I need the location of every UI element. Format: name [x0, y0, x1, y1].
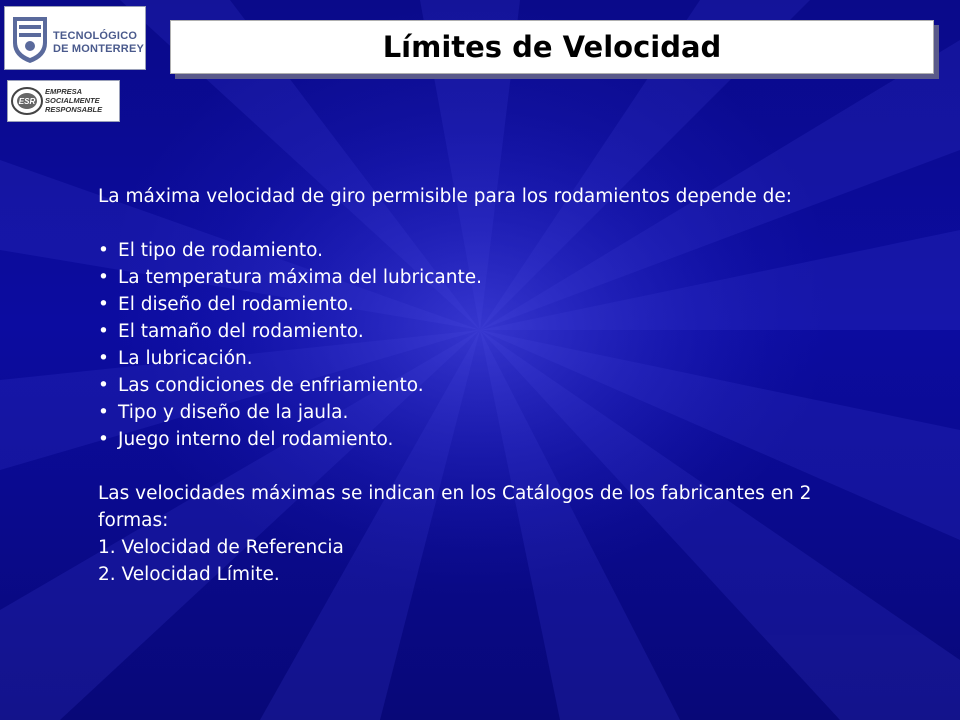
forms-list — [98, 534, 878, 588]
list-item: 1. Velocidad de Referencia — [98, 537, 344, 558]
factors-list — [98, 237, 878, 453]
title-box — [170, 20, 934, 74]
list-item: • La lubricación. — [98, 345, 878, 372]
list-item: • El tamaño del rodamiento. — [98, 318, 878, 345]
logo-text-line-2: DE MONTERREY — [53, 43, 145, 55]
list-item: • La temperatura máxima del lubricante. — [98, 264, 878, 291]
list-item: • El diseño del rodamiento. — [98, 291, 878, 318]
logo-text-line-1: TECNOLÓGICO — [53, 30, 138, 42]
list-item: • Juego interno del rodamiento. — [98, 426, 878, 453]
esr-line-1: EMPRESA — [45, 87, 83, 96]
esr-badge-icon — [11, 86, 43, 116]
tecnologico-logo — [4, 6, 146, 70]
list-item: • El tipo de rodamiento. — [98, 237, 878, 264]
intro-text: La máxima velocidad de giro permisible para los rodamientos depende de: — [98, 186, 792, 207]
slide-title: Límites de Velocidad — [382, 30, 722, 64]
esr-line-2: SOCIALMENTE — [45, 96, 100, 105]
list-item: 2. Velocidad Límite. — [98, 564, 280, 585]
esr-text — [45, 87, 102, 114]
esr-line-3: RESPONSABLE — [45, 105, 103, 114]
shield-icon — [9, 13, 51, 65]
summary-text: Las velocidades máximas se indican en los Catálogos de los fabricantes en 2 formas: — [98, 483, 812, 531]
esr-badge-text: ESR — [18, 97, 36, 106]
esr-logo — [7, 80, 120, 122]
list-item: • Las condiciones de enfriamiento. — [98, 372, 878, 399]
slide-content — [98, 183, 878, 588]
spacer — [98, 210, 878, 237]
list-item: • Tipo y diseño de la jaula. — [98, 399, 878, 426]
spacer — [98, 453, 878, 480]
